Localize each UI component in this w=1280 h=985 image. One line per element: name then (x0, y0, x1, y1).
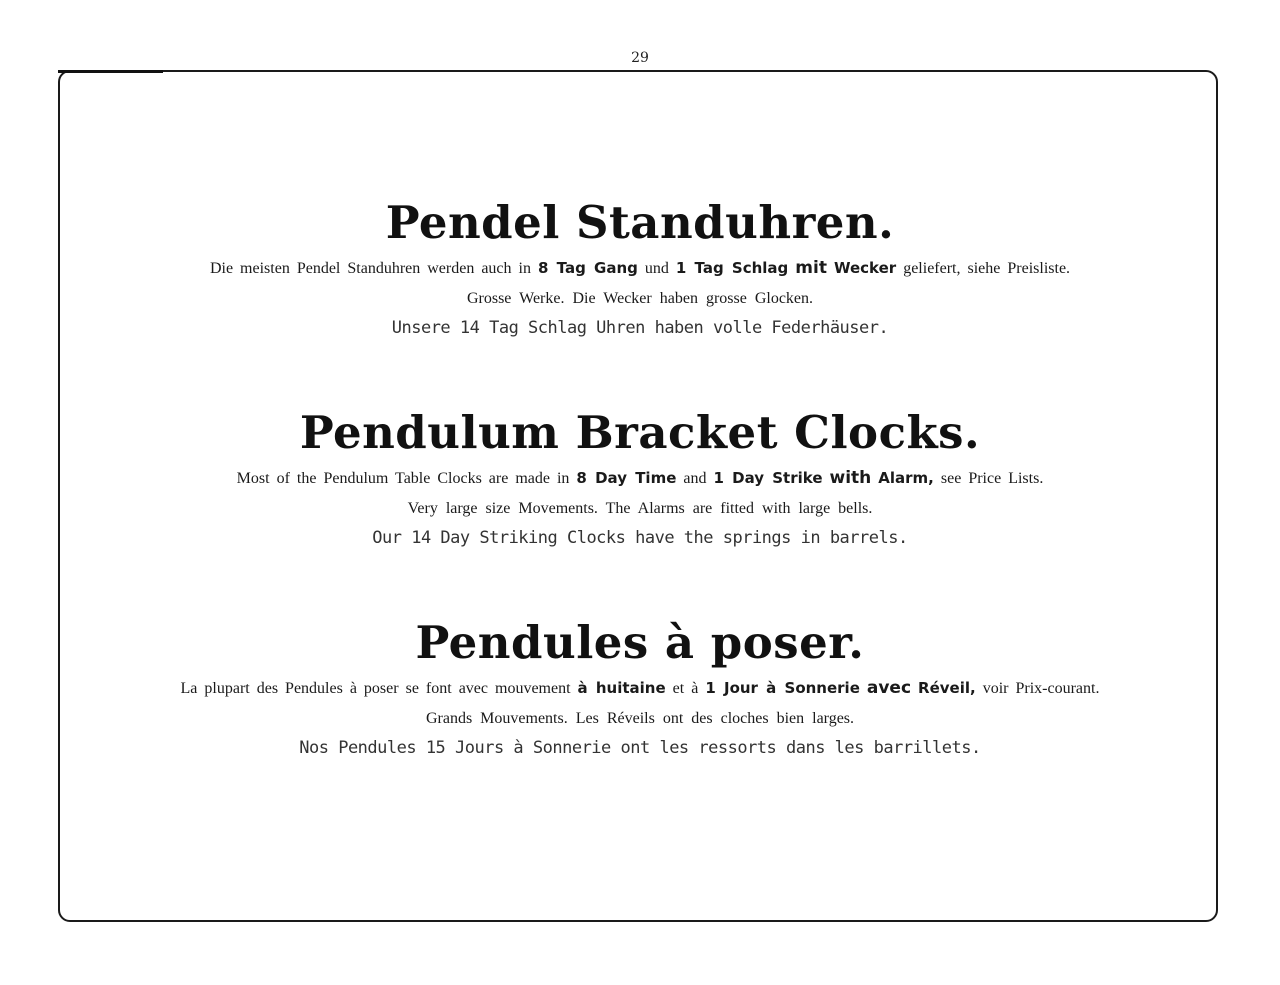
bold-span: à huitaine (577, 679, 666, 697)
text-span: et à (672, 680, 699, 697)
bold-span: 1 Jour à Sonnerie (705, 679, 860, 697)
section-heading: Pendel Standuhren. (385, 196, 895, 249)
bold-span: 8 Tag Gang (537, 259, 638, 277)
intro-line (0, 468, 1280, 489)
bold-span: 1 Day Strike (713, 469, 823, 487)
section-german (0, 195, 1280, 339)
bold-span: Réveil, (918, 679, 976, 697)
intro-line (0, 258, 1280, 279)
text-span: see Price Lists. (940, 470, 1044, 487)
springs-line: Unsere 14 Tag Schlag Uhren haben volle Federhäuser. (391, 318, 889, 338)
text-span: La plupart des Pendules à poser se font avec mouvement (180, 680, 571, 697)
text-span: Most of the Pendulum Table Clocks are made in (236, 470, 570, 487)
text-span: Die meisten Pendel Standuhren werden auch in (209, 260, 531, 277)
movements-line: Grands Mouvements. Les Réveils ont des cloches bien larges. (425, 710, 855, 727)
border-corner-mark (58, 70, 163, 73)
section-french (0, 615, 1280, 759)
text-span: voir Prix-courant. (982, 680, 1100, 697)
intro-line (0, 678, 1280, 699)
bold-span: mit (795, 258, 827, 278)
bold-span: 8 Day Time (576, 469, 677, 487)
bold-span: avec (866, 678, 912, 698)
bold-span: with (829, 468, 872, 488)
springs-line: Our 14 Day Striking Clocks have the springs in barrels. (372, 528, 908, 548)
section-heading: Pendulum Bracket Clocks. (299, 406, 981, 459)
page-number: 29 (631, 50, 649, 66)
section-heading: Pendules à poser. (415, 616, 865, 669)
movements-line: Grosse Werke. Die Wecker haben grosse Glocken. (466, 290, 814, 307)
bold-span: 1 Tag Schlag (675, 259, 789, 277)
text-span: geliefert, siehe Preisliste. (903, 260, 1071, 277)
text-span: and (683, 470, 707, 487)
bold-span: Alarm, (878, 469, 934, 487)
springs-line: Nos Pendules 15 Jours à Sonnerie ont les ressorts dans les barrillets. (299, 738, 981, 758)
movements-line: Very large size Movements. The Alarms are fitted with large bells. (407, 500, 873, 517)
bold-span: Wecker (833, 259, 897, 277)
section-english (0, 405, 1280, 549)
text-span: und (644, 260, 669, 277)
